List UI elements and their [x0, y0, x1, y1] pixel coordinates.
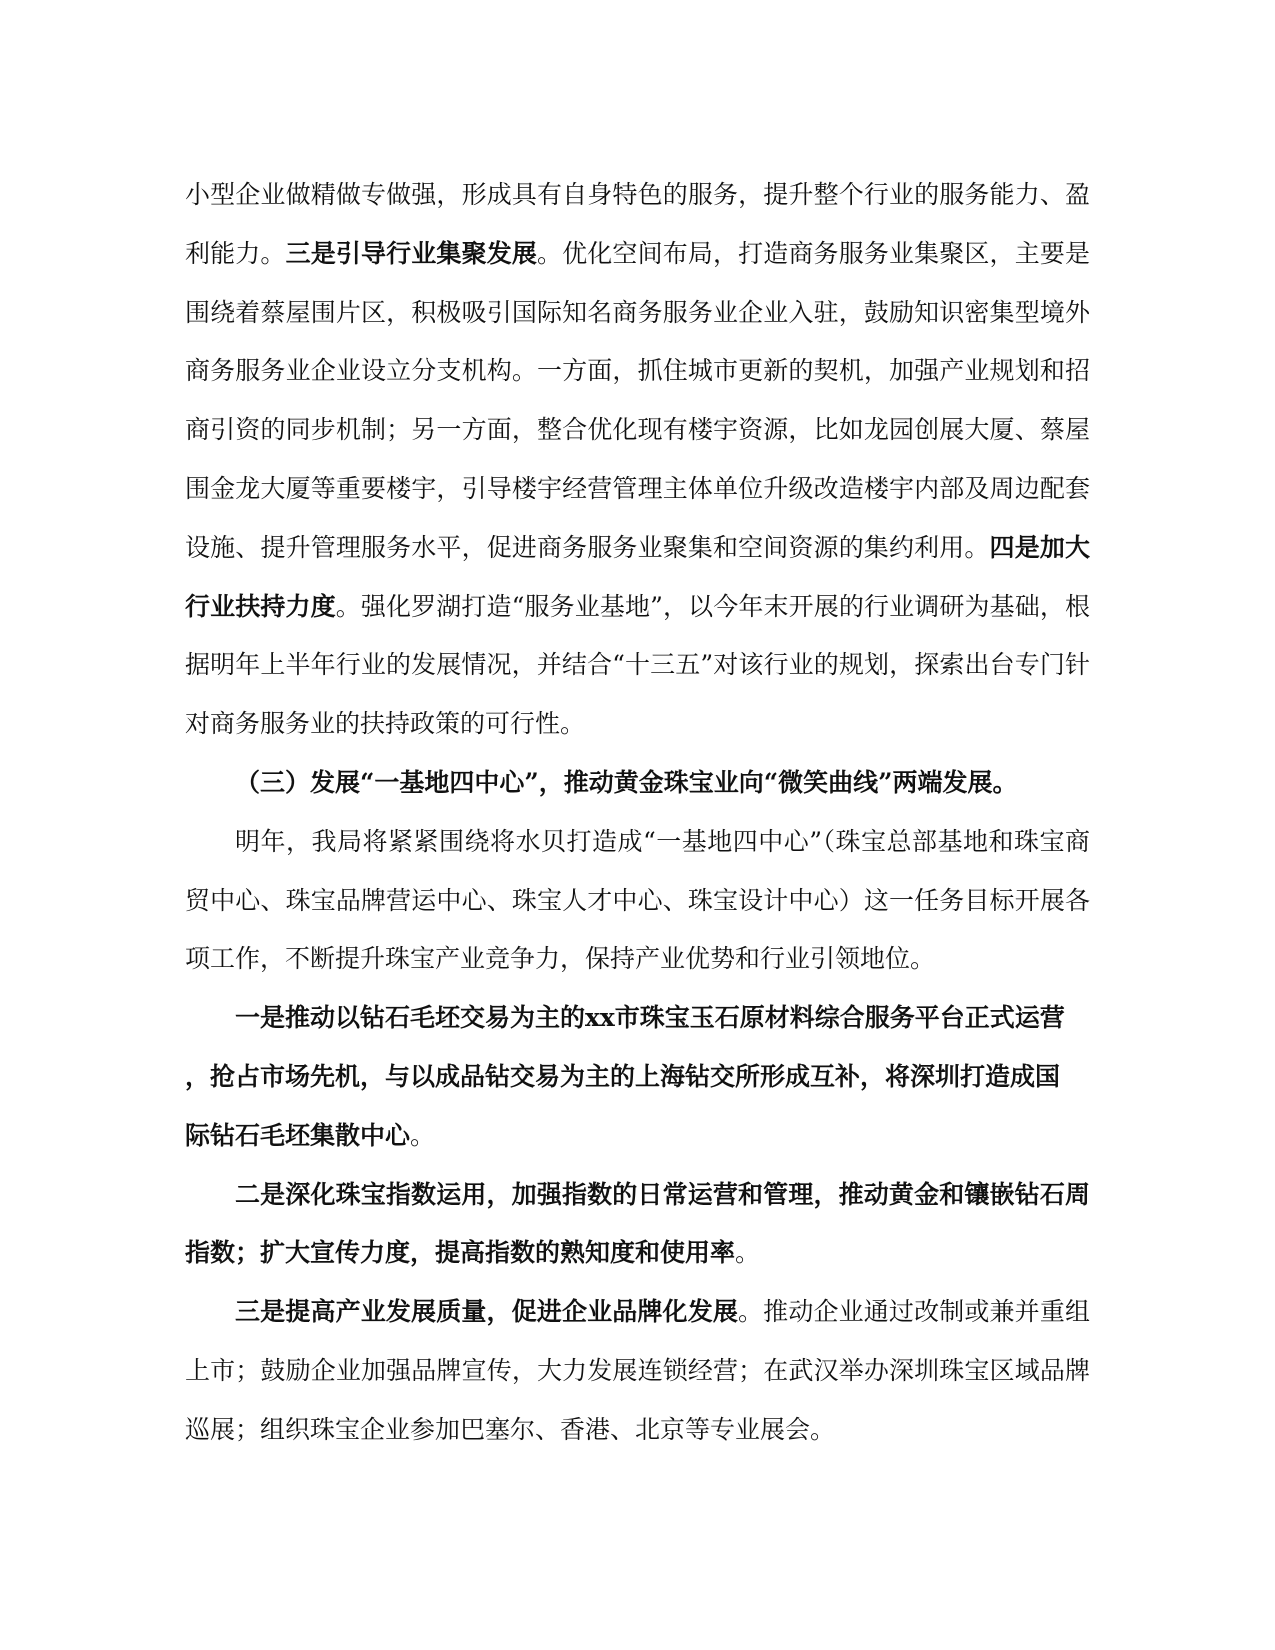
bold-point-two: 二是深化珠宝指数运用，加强指数的日常运营和管理，推动黄金和镶嵌钻石周指数；扩大宣传力度，提高指数的熟知度和使用率: [185, 1179, 1090, 1268]
section-heading-three: （三）发展“一基地四中心”，推动黄金珠宝业向“微笑曲线”两端发展。: [235, 767, 1018, 797]
text-run: 。: [410, 1120, 436, 1150]
bold-line: 际钻石毛坯集散中心: [185, 1120, 411, 1150]
bold-point-four: 四是加大行业扶持力度: [185, 532, 1090, 621]
paragraph-point-two: [185, 1166, 1090, 1284]
paragraph-jewelry-intro: 明年，我局将紧紧围绕将水贝打造成“一基地四中心”（珠宝总部基地和珠宝商贸中心、珠宝品牌营运中心、珠宝人才中心、珠宝设计中心）这一任务目标开展各项工作，不断提升珠宝产业竞争力，保持产业优势和行业引领地位。: [185, 826, 1090, 974]
paragraph-point-three: [185, 1283, 1090, 1459]
bold-point-three-quality: 三是提高产业发展质量，促进企业品牌化发展: [235, 1297, 739, 1327]
paragraph-point-one: [185, 989, 1090, 1165]
text-run: 小型企业做精做专做强，形成具有自身特色的服务，提升整个行业的服务能力、盈利能力。: [185, 180, 1090, 268]
text-run: 。: [735, 1238, 761, 1268]
bold-line: 一是推动以钻石毛坯交易为主的xx市珠宝玉石原材料综合服务平台正式运营: [235, 1003, 1065, 1033]
bold-line: ，抢占市场先机，与以成品钻交易为主的上海钻交所形成互补，将深圳打造成国: [185, 1061, 1061, 1091]
paragraph-business-services: [185, 166, 1090, 754]
text-run: 。优化空间布局，打造商务服务业集聚区，主要是围绕着蔡屋围片区，积极吸引国际知名商务服务业企业入驻，鼓励知识密集型境外商务服务业企业设立分支机构。一方面，抓住城市更新的契机，加强产业规划和招商引资的同步机制；另一方面，整合优化现有楼宇资源，比如龙园创展大厦、蔡屋围金龙大厦等重要楼宇，引导楼宇经营管理主体单位升级改造楼宇内部及周边配套设施、提升管理服务水平，促进商务服务业聚集和空间资源的集约利用。: [185, 238, 1090, 562]
text-run: 。推动企业通过改制或兼并重组上市；鼓励企业加强品牌宣传，大力发展连锁经营；在武汉举办深圳珠宝区域品牌巡展；组织珠宝企业参加巴塞尔、香港、北京等专业展会。: [185, 1297, 1090, 1444]
bold-point-three: 三是引导行业集聚发展: [285, 238, 537, 268]
text-run: 。强化罗湖打造“服务业基地”，以今年末开展的行业调研为基础，根据明年上半年行业的发展情况，并结合“十三五”对该行业的规划，探索出台专门针对商务服务业的扶持政策的可行性。: [185, 591, 1090, 739]
document-body: [185, 166, 1090, 1460]
